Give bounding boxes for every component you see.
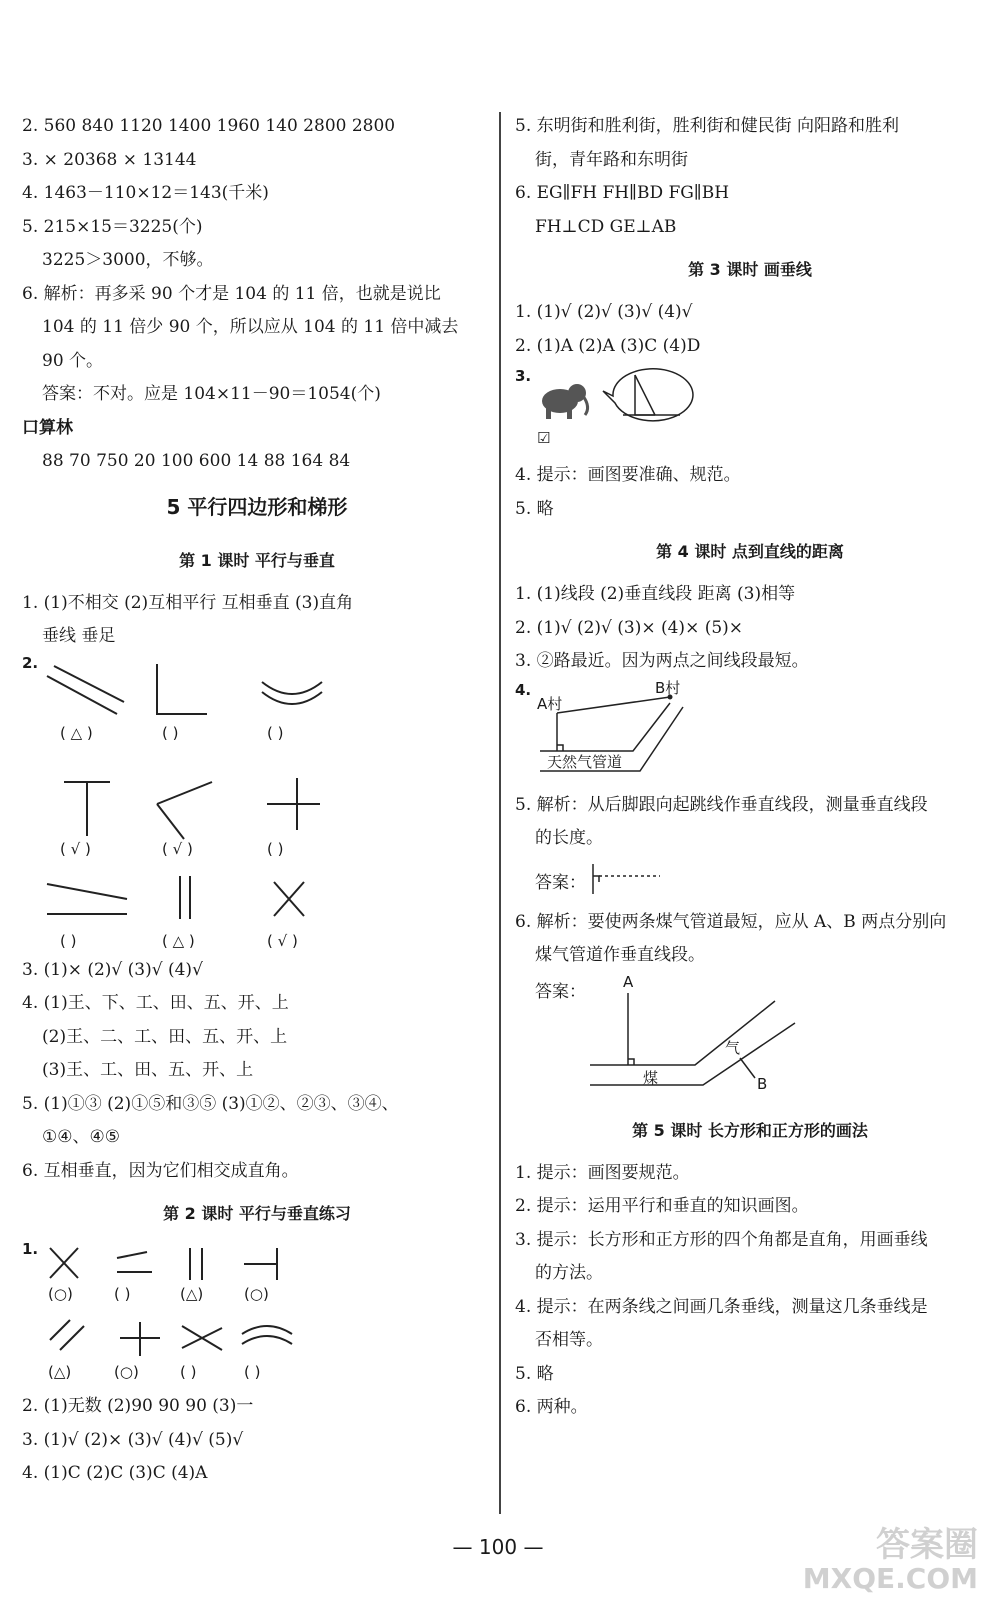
figure-caption: ( )	[244, 1363, 261, 1381]
chapter-title: 5 平行四边形和梯形	[166, 494, 348, 519]
answer-line: 街，青年路和东明街	[535, 149, 688, 170]
elephant-figure	[515, 363, 985, 459]
question-number: 4.	[515, 680, 532, 699]
answer-line: 2. (1)√ (2)√ (3)× (4)× (5)×	[515, 617, 744, 638]
figure-caption: ( √ )	[267, 931, 298, 950]
fig-slant-top	[47, 884, 127, 899]
watermark-logo	[802, 1525, 978, 1596]
figure-caption: ( )	[180, 1363, 197, 1381]
jump-diagram	[515, 856, 715, 906]
fig-angle-a	[157, 804, 184, 839]
answer-line: 104 的 11 倍少 90 个，所以应从 104 的 11 倍中减去	[42, 317, 459, 337]
fig-right-angle	[157, 664, 207, 714]
answer-line: 否相等。	[535, 1330, 603, 1350]
figure-caption: (○)	[244, 1285, 269, 1303]
triangle-ruler-icon	[623, 375, 680, 415]
pipe-label-gas: 气	[725, 1038, 741, 1057]
question-number: 2.	[22, 653, 39, 672]
answer-line: (2)王、二、工、田、五、开、上	[42, 1026, 288, 1047]
answer-line: 1. 提示：画图要规范。	[515, 1162, 690, 1183]
speech-bubble	[603, 369, 693, 421]
answer-line: 5. 解析：从后脚跟向起跳线作垂直线段，测量垂直线段	[515, 794, 928, 815]
answer-label: 答案：	[535, 981, 586, 1002]
answer-line: (3)王、工、田、五、开、上	[42, 1060, 254, 1080]
lesson-title: 第 1 课时 平行与垂直	[179, 550, 335, 570]
answer-line: 2. (1)A (2)A (3)C (4)D	[515, 335, 701, 356]
fig-curve-1	[262, 682, 322, 694]
point-b-label: B	[757, 1074, 768, 1093]
answer-line: 6. 两种。	[515, 1397, 588, 1417]
answer-line: 6. 解析：再多采 90 个才是 104 的 11 倍，也就是说比	[22, 283, 441, 304]
answer-line: 4. (1)C (2)C (3)C (4)A	[22, 1463, 208, 1483]
figure-caption: (○)	[48, 1285, 73, 1303]
answer-line: 2. 560 840 1120 1400 1960 140 2800 2800	[22, 116, 396, 136]
answer-line: 5. (1)①③ (2)①⑤和③⑤ (3)①②、②③、③④、	[22, 1093, 399, 1114]
answer-line: 4. 1463－110×12＝143(千米)	[22, 183, 269, 203]
village-a-label: A村	[537, 694, 563, 713]
figure-caption: (△)	[48, 1363, 72, 1381]
line-pairs-diagram	[22, 654, 492, 954]
answer-line: 的长度。	[535, 828, 603, 848]
line-figures-grid	[22, 654, 492, 954]
figure-caption: ( △ )	[162, 931, 195, 950]
column-divider	[499, 112, 501, 1514]
question-number: 3.	[515, 367, 532, 385]
figure-caption: ( √ )	[162, 839, 193, 858]
answer-line: FH⊥CD GE⊥AB	[535, 216, 677, 237]
lesson-title: 第 4 课时 点到直线的距离	[656, 542, 844, 561]
answer-line: 90 个。	[42, 350, 104, 371]
figure-caption: ( )	[162, 723, 179, 742]
answer-line: 4. (1)王、下、工、田、五、开、上	[22, 993, 289, 1013]
village-b-label: B村	[655, 678, 681, 697]
watermark-line-2: MXQE.COM	[802, 1562, 978, 1595]
point-a-label: A	[623, 972, 634, 991]
line-figures-small	[22, 1240, 492, 1390]
answer-line: 5. 略	[515, 1363, 554, 1384]
answer-line: 3. × 20368 × 13144	[22, 149, 197, 170]
answer-line: 5. 215×15＝3225(个)	[22, 216, 203, 237]
figure-caption: ( )	[267, 839, 284, 858]
village-pipe-figure	[515, 679, 985, 789]
answer-line: 3. (1)√ (2)× (3)√ (4)√ (5)√	[22, 1429, 244, 1450]
answer-line: 1. (1)线段 (2)垂直线段 距离 (3)相等	[515, 584, 796, 604]
answer-line: 1. (1)不相交 (2)互相平行 互相垂直 (3)直角	[22, 592, 354, 613]
answer-line: 4. 提示：画图要准确、规范。	[515, 465, 741, 485]
answer-line: 5. 东明街和胜利街，胜利街和健民街 向阳路和胜利	[515, 116, 900, 136]
answer-line: ①④、④⑤	[42, 1127, 120, 1147]
fig-angle-b	[157, 782, 212, 804]
page-number-value: 100	[478, 1535, 518, 1559]
figure-caption: ( △ )	[60, 723, 93, 742]
answer-line: 答案：不对。应是 104×11－90＝1054(个)	[42, 384, 381, 404]
answer-line: 3225＞3000，不够。	[42, 250, 214, 270]
right-column	[515, 110, 985, 1425]
gas-pipe-label: 天然气管道	[547, 752, 623, 771]
question-number: 1.	[22, 1240, 39, 1258]
left-column	[22, 110, 492, 1491]
answer-line: 3. 提示：长方形和正方形的四个角都是直角，用画垂线	[515, 1229, 928, 1250]
answer-line: 2. (1)无数 (2)90 90 90 (3)一	[22, 1396, 254, 1416]
fig-parallel-1	[47, 676, 117, 714]
lesson-title: 第 3 课时 画垂线	[688, 260, 812, 279]
watermark-line-1: 答案圈	[876, 1525, 978, 1565]
answer-line: 4. 提示：在两条线之间画几条垂线，测量这几条垂线是	[515, 1296, 928, 1317]
answer-line: 3. ②路最近。因为两点之间线段最短。	[515, 651, 809, 671]
answer-line: 2. 提示：运用平行和垂直的知识画图。	[515, 1196, 809, 1216]
lesson-title: 第 5 课时 长方形和正方形的画法	[632, 1120, 868, 1140]
jump-answer-figure	[515, 856, 985, 906]
figure-caption: (△)	[180, 1285, 204, 1303]
answer-line: 6. EG∥FH FH∥BD FG∥BH	[515, 183, 730, 203]
fig-parallel-2	[54, 666, 124, 702]
gas-pipe-answer-figure	[515, 973, 985, 1105]
lesson-title: 第 2 课时 平行与垂直练习	[163, 1204, 351, 1223]
figure-caption: (○)	[114, 1363, 139, 1381]
answer-line: 煤气管道作垂直线段。	[535, 945, 705, 965]
figure-caption: ( )	[60, 931, 77, 950]
page-number: — 100 —	[452, 1535, 544, 1559]
answer-line: 3. (1)× (2)√ (3)√ (4)√	[22, 959, 203, 980]
answer-line: 1. (1)√ (2)√ (3)√ (4)√	[515, 302, 693, 322]
answer-label: 答案：	[535, 872, 586, 893]
checkbox-mark: ☑	[537, 429, 551, 447]
answer-line: 6. 互相垂直，因为它们相交成直角。	[22, 1160, 299, 1181]
answer-line: 的方法。	[535, 1263, 603, 1283]
answer-line: 垂线 垂足	[42, 626, 116, 646]
answer-line: 88 70 750 20 100 600 14 88 164 84	[42, 451, 351, 471]
answer-line: 6. 解析：要使两条煤气管道最短，应从 A、B 两点分别向	[515, 911, 947, 932]
answer-line: 5. 略	[515, 498, 554, 519]
gas-pipe-diagram	[515, 973, 815, 1105]
figure-caption: ( √ )	[60, 839, 91, 858]
elephant-icon	[542, 384, 588, 419]
figure-caption: ( )	[267, 723, 284, 742]
section-label: 口算林	[22, 417, 73, 438]
figure-caption: ( )	[114, 1285, 131, 1303]
pipe-label-coal: 煤	[643, 1068, 659, 1087]
